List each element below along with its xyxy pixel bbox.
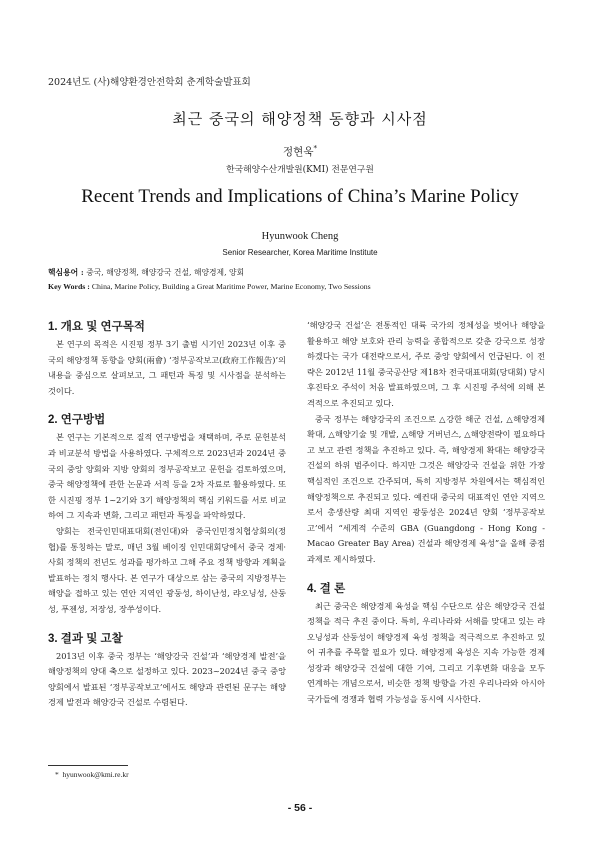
left-column: [48, 318, 286, 711]
keywords-english-label: Key Words :: [48, 282, 90, 291]
section-conclusion-paragraph: 최근 중국은 해양경제 육성을 핵심 수단으로 삼은 해양강국 건설 정책을 적극 추진 중이다. 특히, 우리나라와 서해를 맞대고 있는 랴오닝성과 산둥성이 해양경제 육성 정책을 적극적으로 추진하고 있어 귀추를 주목할 필요가 있다. 해양경제 육성은 지속 가능한 경제성장과 해양강국 건설에 대한 기여, 그리고 기후변화 대응을 모두 연계하는 개념으로서, 비슷한 정책 방향을 가진 우리나라와 아시아 국가들에 경쟁과 협력 가능성을 동시에 시사한다.: [307, 600, 545, 705]
section-method-paragraph-1: 본 연구는 기본적으로 질적 연구방법을 채택하며, 주로 문헌분석과 비교분석 방법을 사용하였다. 구체적으로 2023년과 2024년 중국의 중앙 양회와 지방 양회의 정부공작보고 문헌을 검토하였으며, 중국 해양정책에 관한 논문과 서적 등을 2차 자료로 활용하였다. 또한 시진핑 정부 1~2기와 3기 해양정책의 핵심 키워드를 서로 비교하여 그 지속과 변화, 그리고 패턴과 특징을 파악하였다.: [48, 432, 286, 521]
paper-title-korean: 최근 중국의 해양정책 동향과 시사점: [172, 110, 428, 128]
page-number: - 56 -: [287, 802, 313, 814]
keywords-korean-text: 중국, 해양정책, 해양강국 건설, 해양경제, 양회: [86, 268, 245, 277]
footnote-mark: *: [55, 770, 59, 779]
section-heading-overview: 1. 개요 및 연구목적: [48, 321, 145, 333]
keywords-english-text: China, Marine Policy, Building a Great Maritime Power, Marine Economy, Two Sessions: [91, 282, 371, 291]
section-method-paragraph-2: 양회는 전국인민대표대회(전인대)와 중국인민정치협상회의(정협)를 통칭하는 말로, 매년 3월 베이징 인민대회당에서 중국 경제·사회 정책의 전년도 성과를 평가하고 그해 주요 정책 방향과 계획을 발표하는 정치 행사다. 본 연구가 대상으로 삼는 중국의 지방정부는 해양을 접하고 있는 연안 지역인 광둥성, 하이난성, 랴오닝성, 산둥성, 푸젠성, 저장성, 장쑤성이다.: [48, 525, 286, 614]
section-heading-conclusion: 4. 결 론: [307, 582, 346, 595]
right-column: [307, 318, 545, 708]
author-affiliation-english: Senior Researcher, Korea Maritime Institute: [222, 248, 378, 257]
footnote-email: [55, 770, 129, 779]
keywords-english: [48, 280, 553, 293]
section-results-paragraph-1: 2013년 이후 중국 정부는 ‘해양강국 건설’과 ‘해양경제 발전’을 해양정책의 양대 축으로 설정하고 있다. 2023~2024년 중국 중앙 양회에서 발표된 ‘정부공작보고’에서도 해양과 관련된 문구는 해양경제 발전과 해양강국 건설로 수렴된다.: [48, 650, 286, 708]
section-heading-method: 2. 연구방법: [48, 414, 106, 427]
footnote-email-text: hyunwook@kmi.re.kr: [62, 770, 129, 779]
author-name-korean-text: 정현욱: [283, 146, 314, 158]
keywords-korean: [48, 266, 553, 279]
author-name-korean: [0, 144, 600, 159]
section-heading-results: 3. 결과 및 고찰: [48, 632, 123, 645]
author-name-english: Hyunwook Cheng: [261, 231, 339, 242]
paper-title-english: Recent Trends and Implications of China’s Marine Policy: [81, 186, 519, 207]
keywords-korean-label: 핵심용어 :: [48, 268, 84, 277]
section-overview-paragraph: 본 연구의 목적은 시진핑 정부 3기 출범 시기인 2023년 이후 중국의 해양정책 동향을 양회(兩會) ‘정부공작보고(政府工作報告)’의 내용을 중심으로 살펴보고, 그 패턴과 특징 및 시사점을 분석하는 것이다.: [48, 339, 286, 396]
section-results-paragraph-3: 중국 정부는 해양강국의 조건으로 △강한 해군 건설, △해양경제 확대, △해양기술 및 개발, △해양 거버넌스, △해양전략이 필요하다고 보고 관련 정책을 추진하고 있다. 즉, 해양경제 확대는 해양강국 건설의 하위 범주이다. 하지만 그것은 해양강국 건설을 위한 가장 핵심적인 조건으로 간주되며, 특히 지방정부 차원에서는 핵심적인 해양정책으로 추진되고 있다. 예컨대 중국의 대표적인 연안 지역으로서 총생산량 최대 지역인 광둥성은 2024년 양회 ‘정부공작보고’에서 “세계적 수준의 GBA (Guangdong - Hong Kong - Macao Greater Bay Area) 건설과 해양경제 육성”을 올해 중점 과제로 제시하였다.: [307, 413, 545, 564]
author-footnote-mark: *: [313, 144, 317, 153]
section-results-paragraph-2: ‘해양강국 건설’은 전통적인 대륙 국가의 정체성을 벗어나 해양을 활용하고 해양 보호와 관리 능력을 종합적으로 갖춘 강국으로 성장하겠다는 국가 대전략으로서, 주로 중앙 양회에서 언급된다. 이 전략은 2012년 11월 중국공산당 제18차 전국대표대회(당대회) 당시 후진타오 주석이 처음 발표하였으며, 그 후 시진핑 주석에 의해 본격적으로 추진되고 있다.: [307, 320, 545, 408]
footnote-divider: [48, 765, 128, 766]
author-affiliation-korean: 한국해양수산개발원(KMI) 전문연구원: [226, 165, 374, 175]
conference-header: 2024년도 (사)해양환경안전학회 춘계학술발표회: [48, 77, 251, 88]
